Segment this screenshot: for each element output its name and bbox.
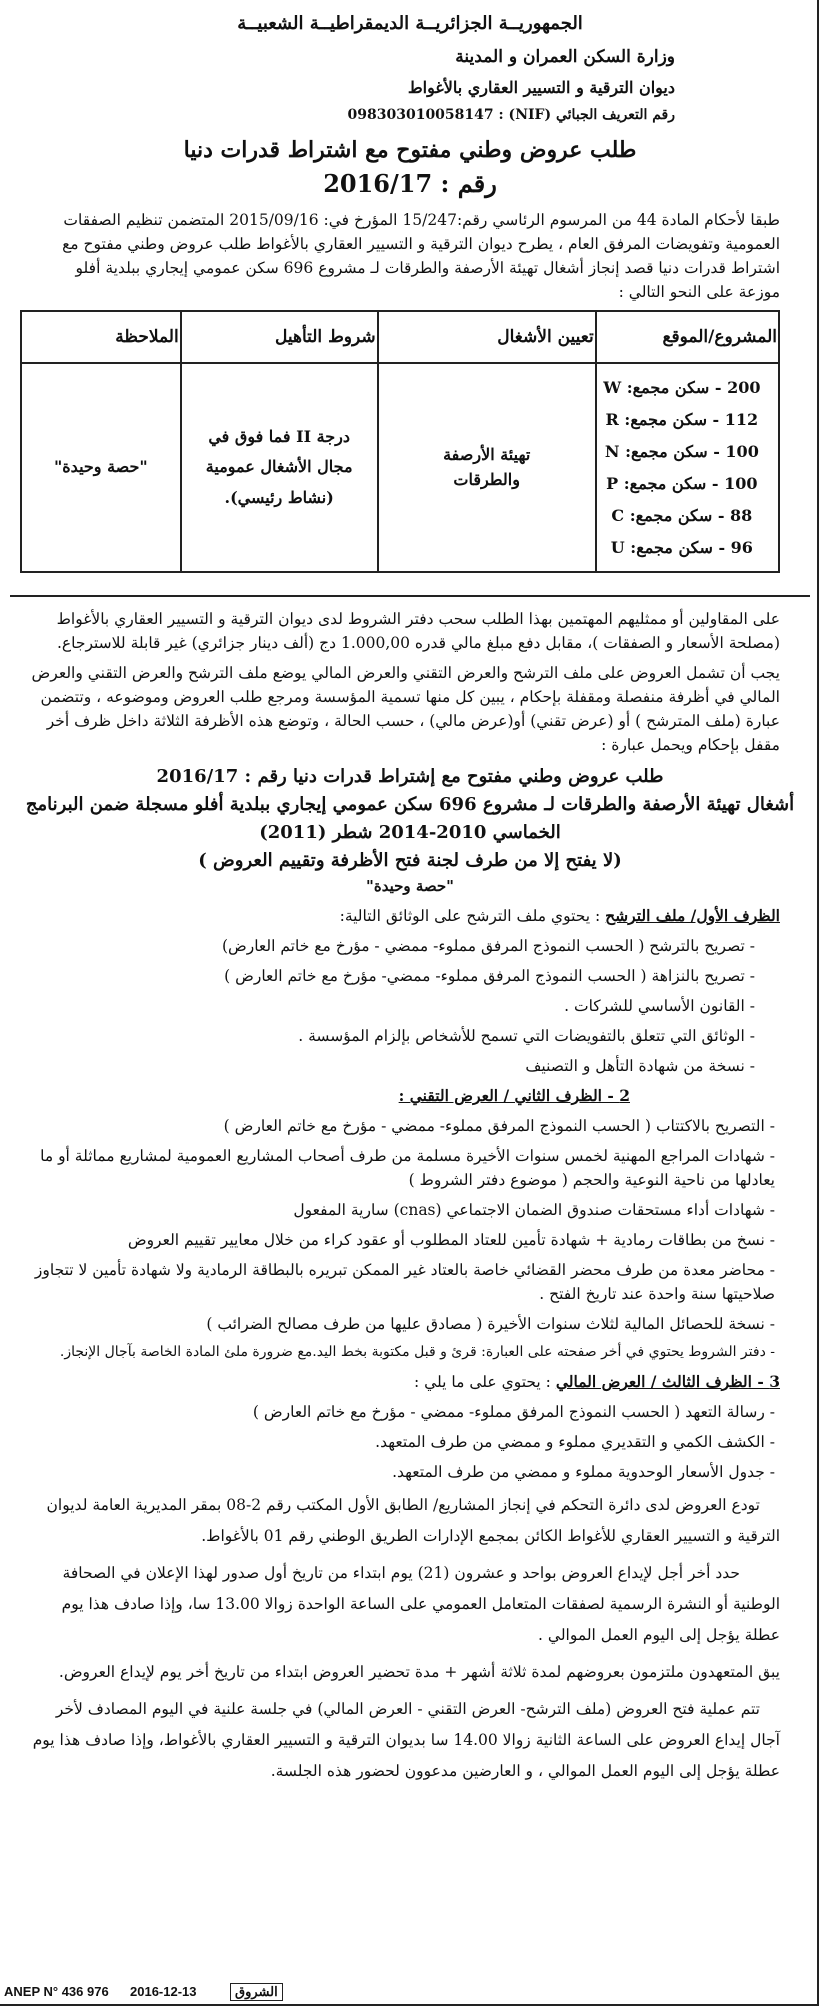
list-item: - تصريح بالنزاهة ( الحسب النموذج المرفق مملوء- ممضي- مؤرخ مع خاتم العارض ) <box>224 967 755 985</box>
list-item: - رسالة التعهد ( الحسب النموذج المرفق مملوء- ممضي - مؤرخ مع خاتم العارض ) <box>252 1402 775 1421</box>
publication-footer <box>0 1982 819 2004</box>
envelope-2-title: 2 - الظرف الثاني / العرض التقني : <box>398 1086 630 1106</box>
envelope-1-title: الظرف الأول/ ملف الترشح <box>605 905 780 925</box>
office-name: ديوان الترقية و التسيير العقاري بالأغواط <box>407 78 675 98</box>
envelope-label-line-4: (لا يفتح إلا من طرف لجنة فتح الأظرفة وتقييم العروض ) <box>198 849 622 871</box>
site-item: 100 - سكن مجمع: N <box>604 441 759 461</box>
envelope-2-list <box>10 1114 810 1364</box>
list-item: - تصريح بالترشح ( الحسب النموذج المرفق مملوء- ممضي - مؤرخ مع خاتم العارض) <box>221 936 755 955</box>
list-item: - دفتر الشروط يحتوي في أخر صفحته على العبارة: قرئ و قبل مكتوبة بخط اليد.مع ضرورة ملئ المادة الخاصة بآجال الإنجاز. <box>59 1344 775 1361</box>
list-item: - الكشف الكمي و التقديري مملوء و ممضي من طرف المتعهد. <box>375 1432 775 1451</box>
envelope-2-heading <box>10 1084 810 1108</box>
header-note: الملاحظة <box>21 311 181 363</box>
list-item: - التصريح بالاكتتاب ( الحسب النموذج المرفق مملوء- ممضي - مؤرخ مع خاتم العارض ) <box>223 1117 775 1136</box>
ministry-name: وزارة السكن العمران و المدينة <box>455 46 675 67</box>
intro-paragraph: طبقا لأحكام المادة 44 من المرسوم الرئاسي رقم:15/247 المؤرخ في: 2015/09/16 المتضمن تنظيم الصفقات العمومية وتفويضات المرفق العام ، يطرح ديوان الترقية و التسيير العقاري بالأغواط طلب عروض وطني مفتوح مع اشتراط قدرات دنيا قصد إنجاز أشغال تهيئة الأرصفة والطرقات لـ مشروع 696 سكن عمومي إيجاري ببلدية أفلو موزعة على النحو التالي : <box>62 211 780 302</box>
envelope-label-title: طلب عروض وطني مفتوح مع إشتراط قدرات دنيا رقم : 2016/17 <box>156 766 664 788</box>
envelope-3-heading <box>10 1370 810 1394</box>
list-item: - الوثائق التي تتعلق بالتفويضات التي تسمح للأشخاص بإلزام المؤسسة . <box>298 1027 755 1046</box>
table-header-row <box>21 311 779 363</box>
table-row <box>21 363 779 572</box>
envelope-label-line-2: أشغال تهيئة الأرصفة والطرقات لـ مشروع 696 سكن عمومي إيجاري ببلدية أفلو مسجلة ضمن البرنامج <box>25 794 795 816</box>
withdrawal-paragraph: على المقاولين أو ممثليهم المهتمين بهذا الطلب سحب دفتر الشروط لدى ديوان الترقية و التسيير العقاري بالأغواط (مصلحة الأسعار و الصفقات )، مقابل دفع مبلغ مالي قدره 1.000,00 دج (ألف دينار جزائري) غير قابلة للاسترجاع. <box>56 610 780 653</box>
list-item: - نسخة من شهادة التأهل و التصنيف <box>525 1057 755 1076</box>
list-item: - شهادات أداء مستحقات صندوق الضمان الاجتماعي (cnas) سارية المفعول <box>293 1201 775 1220</box>
site-item: 88 - سكن مجمع: C <box>611 505 753 525</box>
list-item: - نسخ من بطاقات رمادية + شهادة تأمين للعتاد المطلوب أو عقود كراء من خلال معايير تقييم العروض <box>127 1231 775 1250</box>
republic-heading: الجمهوريــة الجزائريــة الديمقراطيــة الشعبيــة <box>237 13 583 34</box>
validity-paragraph: يبق المتعهدون ملتزمون بعروضهم لمدة ثلاثة أشهر + مدة تحضير العروض ابتداء من تاريخ أخر يوم لإيداع العروض. <box>58 1662 780 1681</box>
list-item: - القانون الأساسي للشركات . <box>564 997 755 1016</box>
notice-content <box>10 0 810 1793</box>
envelope-1-list <box>10 934 810 1078</box>
envelope-3-title: 3 - الظرف الثالث / العرض المالي <box>555 1371 780 1391</box>
opening-paragraph: تتم عملية فتح العروض (ملف الترشح- العرض التقني - العرض المالي) في جلسة علنية في اليوم المصادف لأخر آجال إيداع العروض على الساعة الثانية زوالا 14.00 سا بديوان الترقية و التسيير العقاري بالأغواط، وإذا صادف هذا يوم عطلة يؤجل إلى اليوم العمل الموالي ، و العارضين مدعوون لحضور هذه الجلسة. <box>32 1699 780 1780</box>
envelope-label-line-3: الخماسي 2010-2014 شطر (2011) <box>259 821 561 843</box>
deposit-paragraph: تودع العروض لدى دائرة التحكم في إنجاز المشاريع/ الطابق الأول المكتب رقم 2-08 بمقر المديرية العامة لديوان الترقية و التسيير العقاري للأغواط الكائن بمجمع الإدارات الطريق الوطني رقم 01 بالأغواط. <box>46 1495 780 1545</box>
header-works: تعيين الأشغال <box>378 311 596 363</box>
site-item: 200 - سكن مجمع: W <box>603 377 761 397</box>
deadline-paragraph: حدد أخر أجل لإيداع العروض بواحد و عشرون (21) يوم ابتداء من تاريخ أول صدور لهذا الإعلان في الصحافة الوطنية أو النشرة الرسمية لصفقات المتعامل العمومي على الساعة الواحدة زوالا 13.00 سا، وإذا صادف هذا يوم عطلة يؤجل إلى اليوم العمل الموالي . <box>61 1563 780 1644</box>
tax-id: رقم التعريف الجبائي (NIF) : 098303010058147 <box>347 107 675 124</box>
list-item: - جدول الأسعار الوحدوية مملوء و ممضي من طرف المتعهد. <box>392 1462 775 1481</box>
list-item: - نسخة للحصائل المالية لثلاث سنوات الأخيرة ( مصادق عليها من طرف مصالح الضرائب ) <box>206 1315 775 1334</box>
sites-cell <box>596 363 779 572</box>
header-project: المشروع/الموقع <box>596 311 779 363</box>
envelope-3-list <box>10 1400 810 1484</box>
site-item: 96 - سكن مجمع: U <box>610 537 753 557</box>
tender-number: رقم : 2016/17 <box>323 168 497 198</box>
tender-title: طلب عروض وطني مفتوح مع اشتراط قدرات دنيا <box>183 136 637 163</box>
note-cell: "حصة وحيدة" <box>21 363 181 572</box>
envelope-1-subtitle: : يحتوي ملف الترشح على الوثائق التالية: <box>339 906 601 925</box>
section-divider <box>10 595 810 597</box>
envelope-3-subtitle: : يحتوي على ما يلي : <box>413 1372 551 1391</box>
lots-table <box>20 310 780 573</box>
envelope-label-line-5: "حصة وحيدة" <box>366 876 454 895</box>
newspaper-logo: الشروق <box>230 1983 283 2001</box>
site-item: 112 - سكن مجمع: R <box>605 409 759 429</box>
list-item: - شهادات المراجع المهنية لخمس سنوات الأخيرة مسلمة من طرف أصحاب المشاريع العمومية لمشاريع مماثلة أو ما يعادلها من ناحية النوعية والحجم ( موضوع دفتر الشروط ) <box>40 1147 775 1190</box>
header-qualification: شروط التأهيل <box>181 311 378 363</box>
envelopes-paragraph: يجب أن تشمل العروض على ملف الترشح والعرض التقني والعرض المالي يوضع ملف الترشح والعرض التقني والعرض المالي في أظرفة منفصلة ومقفلة بإحكام ، يبين كل منها تسمية المؤسسة ومرجع طلب العروض وموضوعه ، وتتضمن عبارة (ملف المترشح ) أو (عرض تقني) أو(عرض مالي) ، حسب الحالة ، وتوضع هذه الأظرفة الثلاثة داخل ظرف أخر مقفل بإحكام ويحمل عبارة : <box>31 664 780 755</box>
envelope-1-heading <box>10 904 810 928</box>
anep-number: ANEP N° 436 976 <box>4 1984 109 1999</box>
site-item: 100 - سكن مجمع: P <box>606 473 758 493</box>
works-cell: تهيئة الأرصفة والطرقات <box>378 363 596 572</box>
list-item: - محاضر معدة من طرف محضر القضائي خاصة بالعتاد غير الممكن تبريره بالبطاقة الرمادية ولا شهادة تأمين لا تتجاوز صلاحيتها سنة واحدة عند تاريخ الفتح . <box>34 1261 775 1304</box>
qualification-cell: درجة II فما فوق في مجال الأشغال عمومية (نشاط رئيسي). <box>181 363 378 572</box>
publication-date: 2016-12-13 <box>130 1984 197 1999</box>
